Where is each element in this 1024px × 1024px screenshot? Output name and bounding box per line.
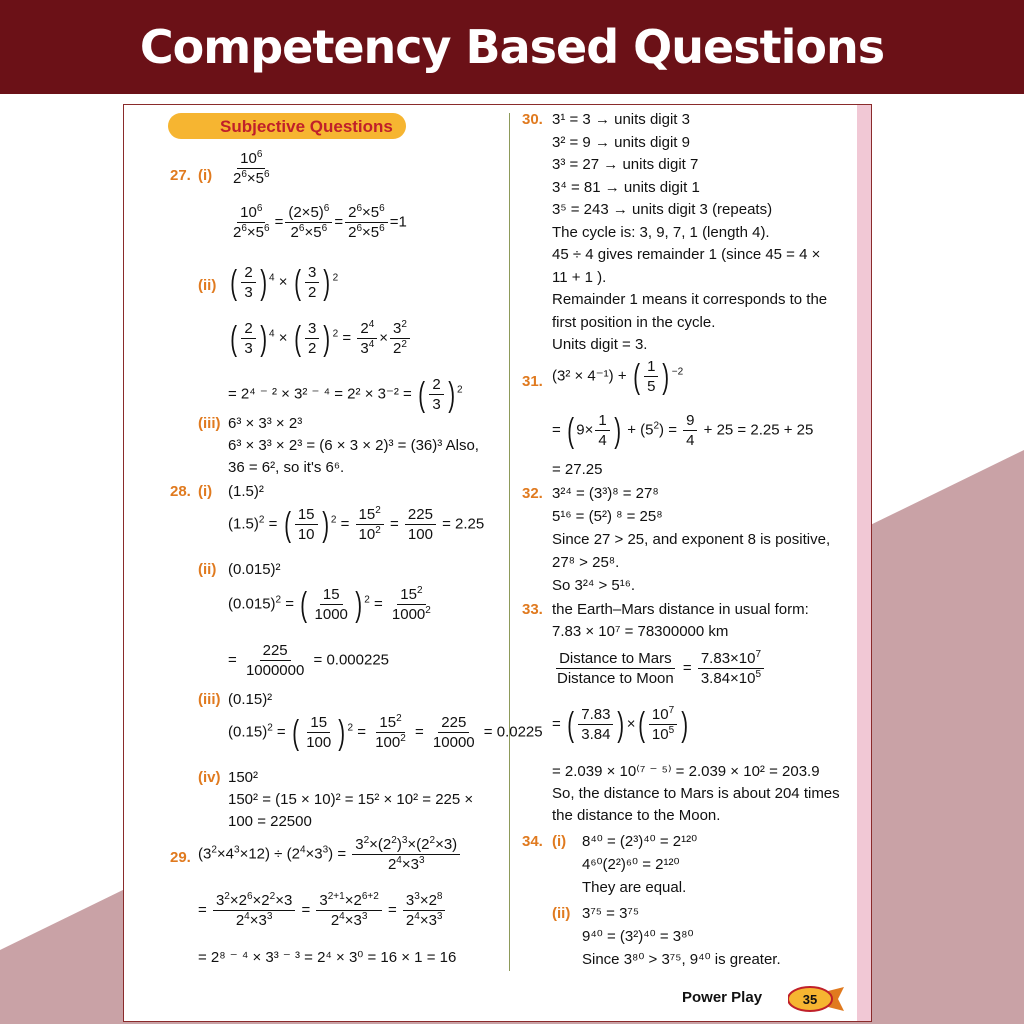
q28-ii-step: $(0.015)^2$ = ( $\frac{15}{1000}$ ) $^2$ = $\frac{15^2}{1000^2}$	[228, 585, 431, 624]
q27-number: 27.	[170, 167, 191, 184]
q33-line-2: 7.83 × 10⁷ = 78300000 km	[552, 623, 729, 640]
q31-number: 31.	[522, 373, 543, 390]
q28-iv-line-3: 100 = 22500	[228, 813, 312, 830]
q28-i-solution: $(1.5)^2$ = ( $\frac{15}{10}$ ) $^2$ = $\frac{15^2}{10^2}$ = $\frac{225}{100}$ = 2.25	[228, 505, 485, 544]
q30-line-1: 3¹ = 3 → units digit 3	[552, 111, 690, 128]
q30-line-11: Units digit = 3.	[552, 336, 648, 353]
q28-iv-expression: 150²	[228, 769, 259, 786]
q33-number: 33.	[522, 601, 543, 618]
q29-expression: $(3^2\times 4^3\times 12) \div (2^4\times 3^3)$ = $\frac{3^2\times(2^2)^3\times(2^2\times 3)}{2^4\times 3^3}$	[198, 835, 462, 874]
q34-i-label: (i)	[552, 833, 567, 850]
q33-ratio: $\frac{\text{Distance to Mars}}{\text{Distance to Moon}}$ = $\frac{7.83\times 10^7}{3.84\times 10^5}$	[552, 649, 766, 688]
q30-line-6: The cycle is: 3, 9, 7, 1 (length 4).	[552, 224, 770, 241]
q28-ii-label: (ii)	[198, 561, 217, 578]
q34-number: 34.	[522, 833, 543, 850]
q27-ii-result: = 2⁴ ⁻ ² × 3² ⁻ ⁴ = 2² × 3⁻² = ( $\frac{2}{3}$ ) $^2$	[228, 375, 463, 414]
q30-line-10: first position in the cycle.	[552, 314, 716, 331]
q28-iii-label: (iii)	[198, 691, 221, 708]
q30-line-3: 3³ = 27 → units digit 7	[552, 156, 699, 173]
tag-label: Subjective Questions	[220, 117, 393, 136]
q31-expression: (3² × 4⁻¹) + ( $\frac{1}{5}$ ) $^{-2}$	[552, 357, 684, 396]
q32-line-5: So 3²⁴ > 5¹⁶.	[552, 577, 636, 594]
q28-ii-result: = $\frac{225}{1000000}$ = 0.000225	[228, 642, 390, 679]
q33-line-3: = 2.039 × 10⁽⁷ ⁻ ⁵⁾ = 2.039 × 10² = 203.9	[552, 763, 820, 780]
q34-ii-label: (ii)	[552, 905, 571, 922]
q27-ii-label: (ii)	[198, 277, 217, 294]
q33-line-1: the Earth–Mars distance in usual form:	[552, 601, 809, 618]
q32-line-1: 3²⁴ = (3³)⁸ = 27⁸	[552, 485, 659, 502]
q32-number: 32.	[522, 485, 543, 502]
page	[123, 104, 872, 1022]
rocket-page-badge	[788, 985, 844, 1013]
q29-number: 29.	[170, 849, 191, 866]
q27-ii-expression: ( $\frac{2}{3}$ ) $^4$ × ( $\frac{3}{2}$ ) $^2$	[230, 263, 339, 302]
q31-step: = ( 9× $\frac{1}{4}$ ) + $(5^2)$ = $\frac{9}{4}$ + 25 = 2.25 + 25	[552, 411, 814, 450]
q34-ii-line-1: 3⁷⁵ = 3⁷⁵	[582, 905, 640, 922]
banner-title: Competency Based Questions	[139, 20, 885, 74]
q34-i-line-3: They are equal.	[582, 879, 687, 896]
q27-iii-line-1: 6³ × 3³ × 2³	[228, 415, 303, 432]
q30-number: 30.	[522, 111, 543, 128]
q27-i-label: (i)	[198, 167, 213, 184]
q29-result: = 2⁸ ⁻ ⁴ × 3³ ⁻ ³ = 2⁴ × 3⁰ = 16 × 1 = 16	[198, 949, 457, 966]
q30-line-9: Remainder 1 means it corresponds to the	[552, 291, 828, 308]
q30-line-2: 3² = 9 → units digit 9	[552, 134, 690, 151]
q28-ii-expression: (0.015)²	[228, 561, 281, 578]
q30-line-4: 3⁴ = 81 → units digit 1	[552, 179, 700, 196]
page-number: 35	[802, 992, 818, 1007]
footer-label: Power Play	[682, 989, 763, 1006]
q32-line-4: 27⁸ > 25⁸.	[552, 554, 620, 571]
q32-line-3: Since 27 > 25, and exponent 8 is positive,	[552, 531, 831, 548]
q33-step: = ( $\frac{7.83}{3.84}$ ) ×( $\frac{10^7}{10^5}$ )	[552, 705, 689, 744]
q29-step: = $\frac{3^2\times 2^6\times 2^2\times 3}{2^4\times 3^3}$ = $\frac{3^{2+1}\times 2^{6+2}}{2^4\times 3^3}$ = $\frac{3^3\times 2^8}{2^4\times 3^3}$	[198, 891, 447, 930]
q32-line-2: 5¹⁶ = (5²) ⁸ = 25⁸	[552, 508, 663, 525]
pink-strip	[857, 105, 871, 1021]
q34-i-line-1: 8⁴⁰ = (2³)⁴⁰ = 2¹²⁰	[582, 833, 698, 850]
q28-iii-expression: (0.15)²	[228, 691, 273, 708]
q34-i-line-2: 4⁶⁰(2²)⁶⁰ = 2¹²⁰	[582, 856, 680, 873]
q28-iv-label: (iv)	[198, 769, 221, 786]
q34-ii-line-2: 9⁴⁰ = (3²)⁴⁰ = 3⁸⁰	[582, 928, 694, 945]
q28-iii-solution: $(0.15)^2$ = ( $\frac{15}{100}$ ) $^2$ = $\frac{15^2}{100^2}$ = $\frac{225}{10000}$ = 0.0225	[228, 713, 543, 752]
q27-i-solution: $\frac{10^6}{2^6\times 5^6}$ = $\frac{(2\times 5)^6}{2^6\times 5^6}$ = $\frac{2^6\times 5^6}{2^6\times 5^6}$ =1	[233, 203, 407, 241]
q27-iii-label: (iii)	[198, 415, 221, 432]
q27-ii-step: ( $\frac{2}{3}$ ) $^4$ × ( $\frac{3}{2}$ ) $^2$ = $\frac{2^4}{3^4}$ × $\frac{3^2}{2^2}$	[228, 319, 412, 358]
q34-ii-line-3: Since 3⁸⁰ > 3⁷⁵, 9⁴⁰ is greater.	[582, 951, 781, 968]
q27-iii-line-2: 6³ × 3³ × 2³ = (6 × 3 × 2)³ = (36)³ Also,	[228, 437, 479, 454]
q27-iii-line-3: 36 = 6², so it's 6⁶.	[228, 459, 345, 476]
banner	[0, 0, 1024, 94]
q28-number: 28.	[170, 483, 191, 500]
q33-line-5: the distance to the Moon.	[552, 807, 721, 824]
subjective-questions-tag	[168, 113, 406, 139]
q27-i-expression: $\frac{10^6}{2^6\times 5^6}$	[233, 149, 270, 187]
q30-line-8: 11 + 1 ).	[552, 269, 607, 286]
q30-line-7: 45 ÷ 4 gives remainder 1 (since 45 = 4 ×	[552, 246, 821, 263]
q28-i-expression: (1.5)²	[228, 483, 264, 500]
q33-line-4: So, the distance to Mars is about 204 times	[552, 785, 840, 802]
q28-iv-line-2: 150² = (15 × 10)² = 15² × 10² = 225 ×	[228, 791, 474, 808]
q30-line-5: 3⁵ = 243 → units digit 3 (repeats)	[552, 201, 773, 218]
column-divider	[509, 113, 510, 971]
q31-result: = 27.25	[552, 461, 603, 478]
q28-i-label: (i)	[198, 483, 213, 500]
